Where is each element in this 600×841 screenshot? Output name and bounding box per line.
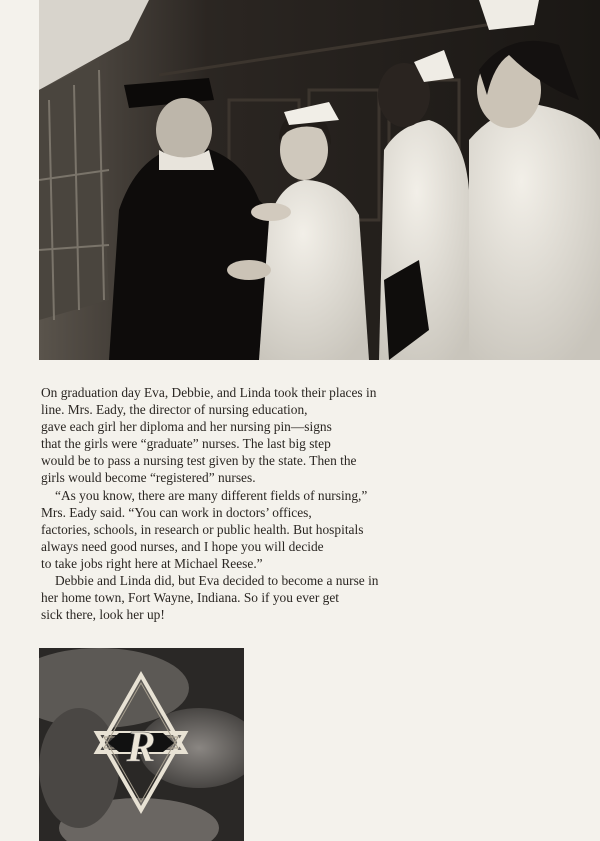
- text-line: her home town, Fort Wayne, Indiana. So if you ever get: [41, 590, 340, 606]
- text-line: “As you know, there are many different fields of nursing,”: [55, 487, 368, 503]
- text-line: gave each girl her diploma and her nursing pin—signs: [41, 419, 332, 435]
- nursing-pin-photo: [39, 648, 244, 841]
- text-line: would be to pass a nursing test given by the state. Then the: [41, 453, 357, 469]
- text-line: factories, schools, in research or public health. But hospitals: [41, 521, 364, 537]
- paragraph-3: [41, 572, 441, 623]
- text-line: girls would become “registered” nurses.: [41, 470, 256, 486]
- nursing-pin-illustration: [39, 648, 244, 841]
- paragraph-1: [41, 384, 441, 487]
- article-body: [41, 384, 441, 623]
- text-line: Debbie and Linda did, but Eva decided to become a nurse in: [55, 573, 379, 589]
- text-line: Mrs. Eady said. “You can work in doctors’ offices,: [41, 504, 312, 520]
- text-line: always need good nurses, and I hope you will decide: [41, 538, 324, 554]
- graduation-photo: [39, 0, 600, 360]
- paragraph-2: [41, 487, 441, 572]
- text-line: line. Mrs. Eady, the director of nursing education,: [41, 402, 308, 418]
- graduation-photo-illustration: [39, 0, 600, 360]
- text-line: that the girls were “graduate” nurses. The last big step: [41, 436, 331, 452]
- text-line: sick there, look her up!: [41, 607, 165, 623]
- text-line: On graduation day Eva, Debbie, and Linda took their places in: [41, 385, 377, 400]
- pin-letter: R: [126, 722, 156, 771]
- text-line: to take jobs right here at Michael Reese.”: [41, 555, 263, 571]
